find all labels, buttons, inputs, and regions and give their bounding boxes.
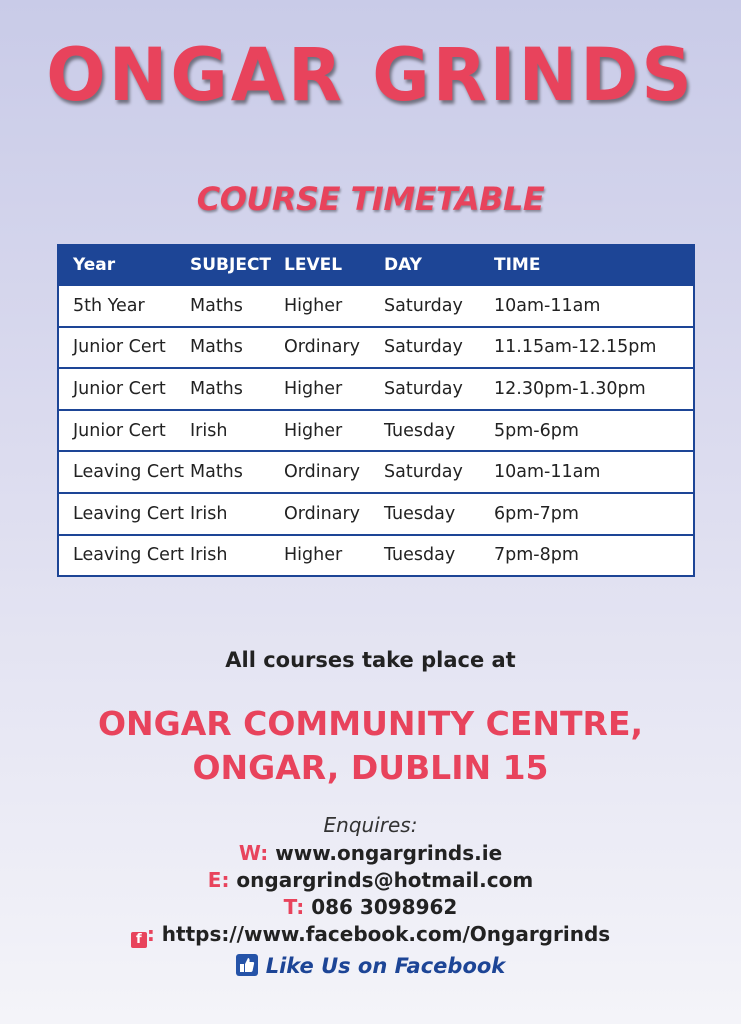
cell-level: Higher (284, 420, 343, 441)
cell-level: Ordinary (284, 337, 360, 358)
cell-year: Leaving Cert (73, 503, 184, 524)
cell-year: Junior Cert (73, 378, 166, 399)
cell-level: Ordinary (284, 462, 360, 483)
table-row (59, 450, 693, 492)
cell-subject: Irish (190, 420, 228, 441)
table-row (59, 409, 693, 451)
table-header-row (59, 246, 693, 284)
cell-level: Ordinary (284, 503, 360, 524)
cell-year: Leaving Cert (73, 545, 184, 566)
header-time: TIME (494, 255, 541, 275)
phone-prefix: T: (283, 895, 305, 919)
cell-subject: Irish (190, 503, 228, 524)
phone-number[interactable]: 086 3098962 (311, 895, 458, 919)
venue-line-2: ONGAR, DUBLIN 15 (192, 748, 549, 787)
cell-day: Tuesday (384, 545, 456, 566)
header-day: DAY (384, 255, 422, 275)
facebook-prefix: : (146, 922, 155, 946)
cell-day: Saturday (384, 378, 463, 399)
website-line (0, 841, 741, 865)
page-title: ONGAR GRINDS (46, 31, 695, 119)
cell-subject: Maths (190, 462, 243, 483)
cell-time: 10am-11am (494, 295, 601, 316)
like-us-text: Like Us on Facebook (265, 954, 506, 978)
cell-level: Higher (284, 295, 343, 316)
cell-year: 5th Year (73, 295, 145, 316)
cell-time: 7pm-8pm (494, 545, 579, 566)
cell-subject: Maths (190, 295, 243, 316)
venue-address (0, 702, 741, 790)
facebook-line (0, 922, 741, 948)
facebook-icon: f (131, 932, 147, 948)
table-row (59, 326, 693, 368)
cell-year: Leaving Cert (73, 462, 184, 483)
header-level: LEVEL (284, 255, 343, 275)
header-subject: SUBJECT (190, 255, 272, 275)
cell-subject: Maths (190, 337, 243, 358)
cell-year: Junior Cert (73, 337, 166, 358)
website-prefix: W: (238, 841, 269, 865)
cell-level: Higher (284, 545, 343, 566)
email-line (0, 868, 741, 892)
email-prefix: E: (207, 868, 230, 892)
cell-time: 11.15am-12.15pm (494, 337, 657, 358)
enquiries-label: Enquires: (323, 813, 418, 837)
cell-year: Junior Cert (73, 420, 166, 441)
cell-day: Saturday (384, 462, 463, 483)
facebook-link[interactable]: https://www.facebook.com/Ongargrinds (161, 922, 611, 946)
like-us-facebook[interactable] (0, 954, 741, 978)
timetable-table (57, 244, 695, 577)
cell-level: Higher (284, 378, 343, 399)
table-row (59, 492, 693, 534)
website-link[interactable]: www.ongargrinds.ie (275, 841, 503, 865)
venue-intro: All courses take place at (225, 648, 516, 672)
venue-line-1: ONGAR COMMUNITY CENTRE, (97, 704, 644, 743)
table-row (59, 284, 693, 326)
cell-day: Tuesday (384, 420, 456, 441)
cell-subject: Irish (190, 545, 228, 566)
table-row (59, 367, 693, 409)
timetable-heading: COURSE TIMETABLE (196, 180, 545, 218)
email-link[interactable]: ongargrinds@hotmail.com (236, 868, 534, 892)
cell-day: Tuesday (384, 503, 456, 524)
cell-time: 5pm-6pm (494, 420, 579, 441)
cell-time: 6pm-7pm (494, 503, 579, 524)
cell-time: 12.30pm-1.30pm (494, 378, 646, 399)
cell-day: Saturday (384, 337, 463, 358)
cell-time: 10am-11am (494, 462, 601, 483)
phone-line (0, 895, 741, 919)
table-row (59, 534, 693, 576)
header-year: Year (73, 255, 116, 275)
thumbs-up-icon (236, 954, 258, 976)
cell-subject: Maths (190, 378, 243, 399)
cell-day: Saturday (384, 295, 463, 316)
